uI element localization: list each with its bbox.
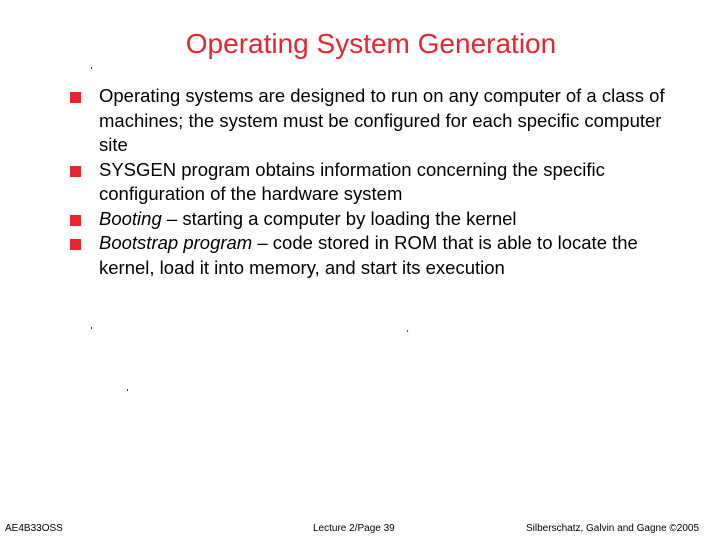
bullet-item bbox=[68, 84, 668, 158]
bullet-item bbox=[68, 231, 668, 280]
bullet-term: Booting bbox=[99, 207, 162, 229]
bullet-term: Bootstrap program bbox=[99, 232, 253, 253]
square-bullet-icon bbox=[70, 239, 81, 250]
speck-mark bbox=[407, 330, 409, 332]
bullet-list bbox=[68, 84, 668, 280]
bullet-text bbox=[99, 159, 605, 205]
footer-course-code: AE4B33OSS bbox=[5, 523, 63, 534]
bullet-text bbox=[99, 208, 517, 229]
bullet-body: Operating systems are designed to run on any computer of a class of machines; the system must be configured for each specific computer site bbox=[99, 85, 665, 155]
slide-title: Operating System Generation bbox=[185, 28, 557, 59]
bullet-item bbox=[68, 158, 668, 207]
bullet-text bbox=[99, 232, 638, 278]
footer-page-number: Lecture 2/Page 39 bbox=[313, 523, 395, 534]
bullet-item bbox=[68, 207, 668, 232]
square-bullet-icon bbox=[70, 92, 81, 103]
bullet-body: SYSGEN program obtains information concerning the specific configuration of the hardware system bbox=[99, 158, 605, 204]
square-bullet-icon bbox=[70, 166, 81, 177]
speck-mark bbox=[91, 67, 92, 69]
bullet-body: – starting a computer by loading the kernel bbox=[161, 207, 517, 229]
square-bullet-icon bbox=[70, 215, 81, 226]
speck-mark bbox=[127, 389, 128, 391]
footer-copyright: Silberschatz, Galvin and Gagne ©2005 bbox=[526, 523, 700, 534]
speck-mark bbox=[91, 327, 92, 329]
bullet-text bbox=[99, 85, 665, 155]
bullet-body: – code stored in ROM that is able to locate the kernel, load it into memory, and start its execution bbox=[99, 232, 638, 278]
